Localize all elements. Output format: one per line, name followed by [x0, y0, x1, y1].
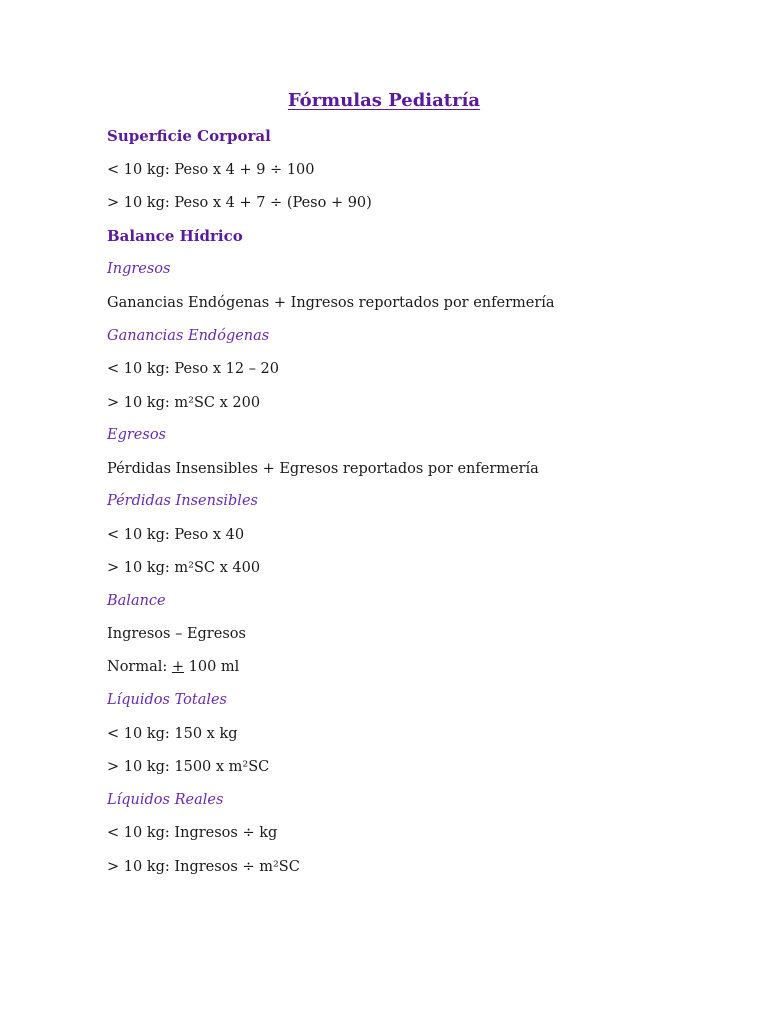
- formula-line: > 10 kg: Ingresos ÷ m²SC: [107, 859, 300, 875]
- normal-range-line: [107, 657, 239, 677]
- normal-value: 100 ml: [184, 659, 240, 675]
- subheading-balance: Balance: [107, 593, 166, 609]
- formula-line: < 10 kg: 150 x kg: [107, 726, 238, 742]
- formula-line: < 10 kg: Ingresos ÷ kg: [107, 825, 278, 841]
- document-title-text: Fórmulas Pediatría: [287, 90, 481, 111]
- subheading-egresos: Egresos: [107, 427, 166, 443]
- heading-balance-hidrico: Balance Hídrico: [107, 227, 243, 245]
- formula-line: < 10 kg: Peso x 12 – 20: [107, 361, 280, 377]
- document-title: [0, 89, 768, 113]
- subheading-liquidos-reales: Líquidos Reales: [107, 792, 224, 808]
- formula-line: > 10 kg: m²SC x 200: [107, 395, 261, 411]
- subheading-perdidas-insensibles: Pérdidas Insensibles: [107, 493, 258, 509]
- formula-line: Pérdidas Insensibles + Egresos reportados por enfermería: [107, 461, 539, 477]
- formula-line: > 10 kg: 1500 x m²SC: [107, 759, 270, 775]
- plus-minus-sign: +: [171, 659, 185, 675]
- formula-line: < 10 kg: Peso x 40: [107, 527, 245, 543]
- formula-line: Ingresos – Egresos: [107, 626, 246, 642]
- subheading-ingresos: Ingresos: [107, 261, 171, 277]
- formula-line: > 10 kg: m²SC x 400: [107, 560, 261, 576]
- heading-superficie-corporal: Superficie Corporal: [107, 127, 271, 145]
- formula-line: Ganancias Endógenas + Ingresos reportados por enfermería: [107, 295, 555, 311]
- normal-prefix: Normal:: [107, 659, 172, 675]
- subheading-liquidos-totales: Líquidos Totales: [107, 692, 227, 708]
- formula-line: < 10 kg: Peso x 4 + 9 ÷ 100: [107, 162, 315, 178]
- subheading-ganancias-endogenas: Ganancias Endógenas: [107, 328, 270, 344]
- formula-line: > 10 kg: Peso x 4 + 7 ÷ (Peso + 90): [107, 195, 372, 211]
